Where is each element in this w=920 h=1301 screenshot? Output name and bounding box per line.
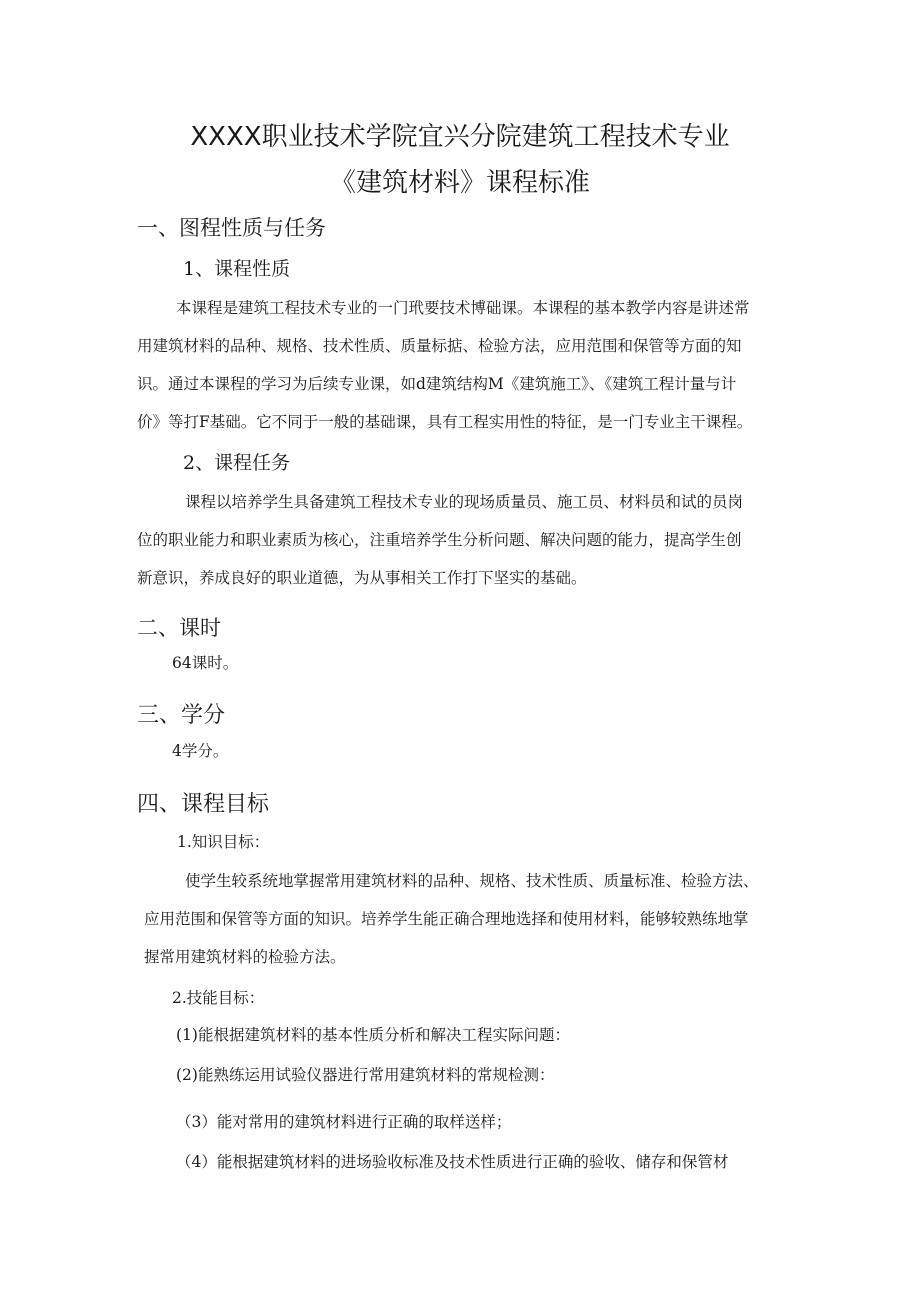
paragraph-line: 位的职业能力和职业素质为核心，注重培养学生分析问题、解决问题的能力，提高学生创 <box>137 531 742 549</box>
class-hours-value: 64课时。 <box>172 654 239 672</box>
credits-value: 4学分。 <box>172 742 229 760</box>
skill-goal-item: (2)能熟练运用试验仪器进行常用建筑材料的常规检测： <box>176 1066 555 1084</box>
document-title-line-1: XXXX职业技术学院宜兴分院建筑工程技术专业 <box>190 122 730 152</box>
paragraph-line: 本课程是建筑工程技术专业的一门玳要技术博础课。本课程的基本教学内容是讲述常 <box>176 299 750 317</box>
subsection-1-heading: 1、课程性质 <box>183 258 291 280</box>
paragraph-line: 价》等打F基础。它不同于一般的基础课，具有工程实用性的特征，是一门专业主干课程。 <box>137 413 753 431</box>
skill-goal-item: （3）能对常用的建筑材料进行正确的取样送样； <box>176 1113 512 1131</box>
section-2-heading: 二、课时 <box>137 616 221 640</box>
paragraph-line: 课程以培养学生具备建筑工程技术专业的现场质量员、施工员、材料员和试的员岗 <box>185 493 744 511</box>
knowledge-goal-paragraph <box>0 862 920 976</box>
skill-goal-item: (1)能根据建筑材料的基本性质分析和解决工程实际问题： <box>176 1026 570 1044</box>
section-4-heading: 四、课程目标 <box>137 792 270 817</box>
subsection-2-heading: 2、课程任务 <box>183 452 291 474</box>
document-title-line-2: 《建筑材料》课程标准 <box>329 168 590 198</box>
section-1-heading: 一、图程性质与任务 <box>137 216 326 240</box>
paragraph-line: 用建筑材料的品种、规格、技术性质、质量标掂、检验方法，应用范围和保管等方面的知 <box>137 337 742 355</box>
skill-goal-heading: 2.技能目标： <box>172 989 265 1007</box>
paragraph-line: 识。通过本课程的学习为后续专业课，如d建筑结构M《建筑施工》、《建筑工程计量与计 <box>137 375 737 393</box>
paragraph-line: 握常用建筑材料的检验方法。 <box>144 948 346 966</box>
knowledge-goal-heading: 1.知识目标： <box>177 833 270 851</box>
course-task-paragraph <box>0 483 920 597</box>
paragraph-line: 使学生较系统地掌握常用建筑材料的品种、规格、技术性质、质量标准、检验方法、 <box>185 872 759 890</box>
skill-goal-item: （4）能根据建筑材料的进场验收标准及技术性质进行正确的验收、储存和保管材 <box>176 1153 729 1171</box>
paragraph-line: 应用范围和保管等方面的知识。培养学生能正确合理地选择和使用材料，能够较熟练地掌 <box>144 910 749 928</box>
course-nature-paragraph <box>0 289 920 441</box>
section-3-heading: 三、学分 <box>137 703 226 728</box>
paragraph-line: 新意识，养成良好的职业道德，为从事相关工作打下坚实的基础。 <box>137 569 587 587</box>
